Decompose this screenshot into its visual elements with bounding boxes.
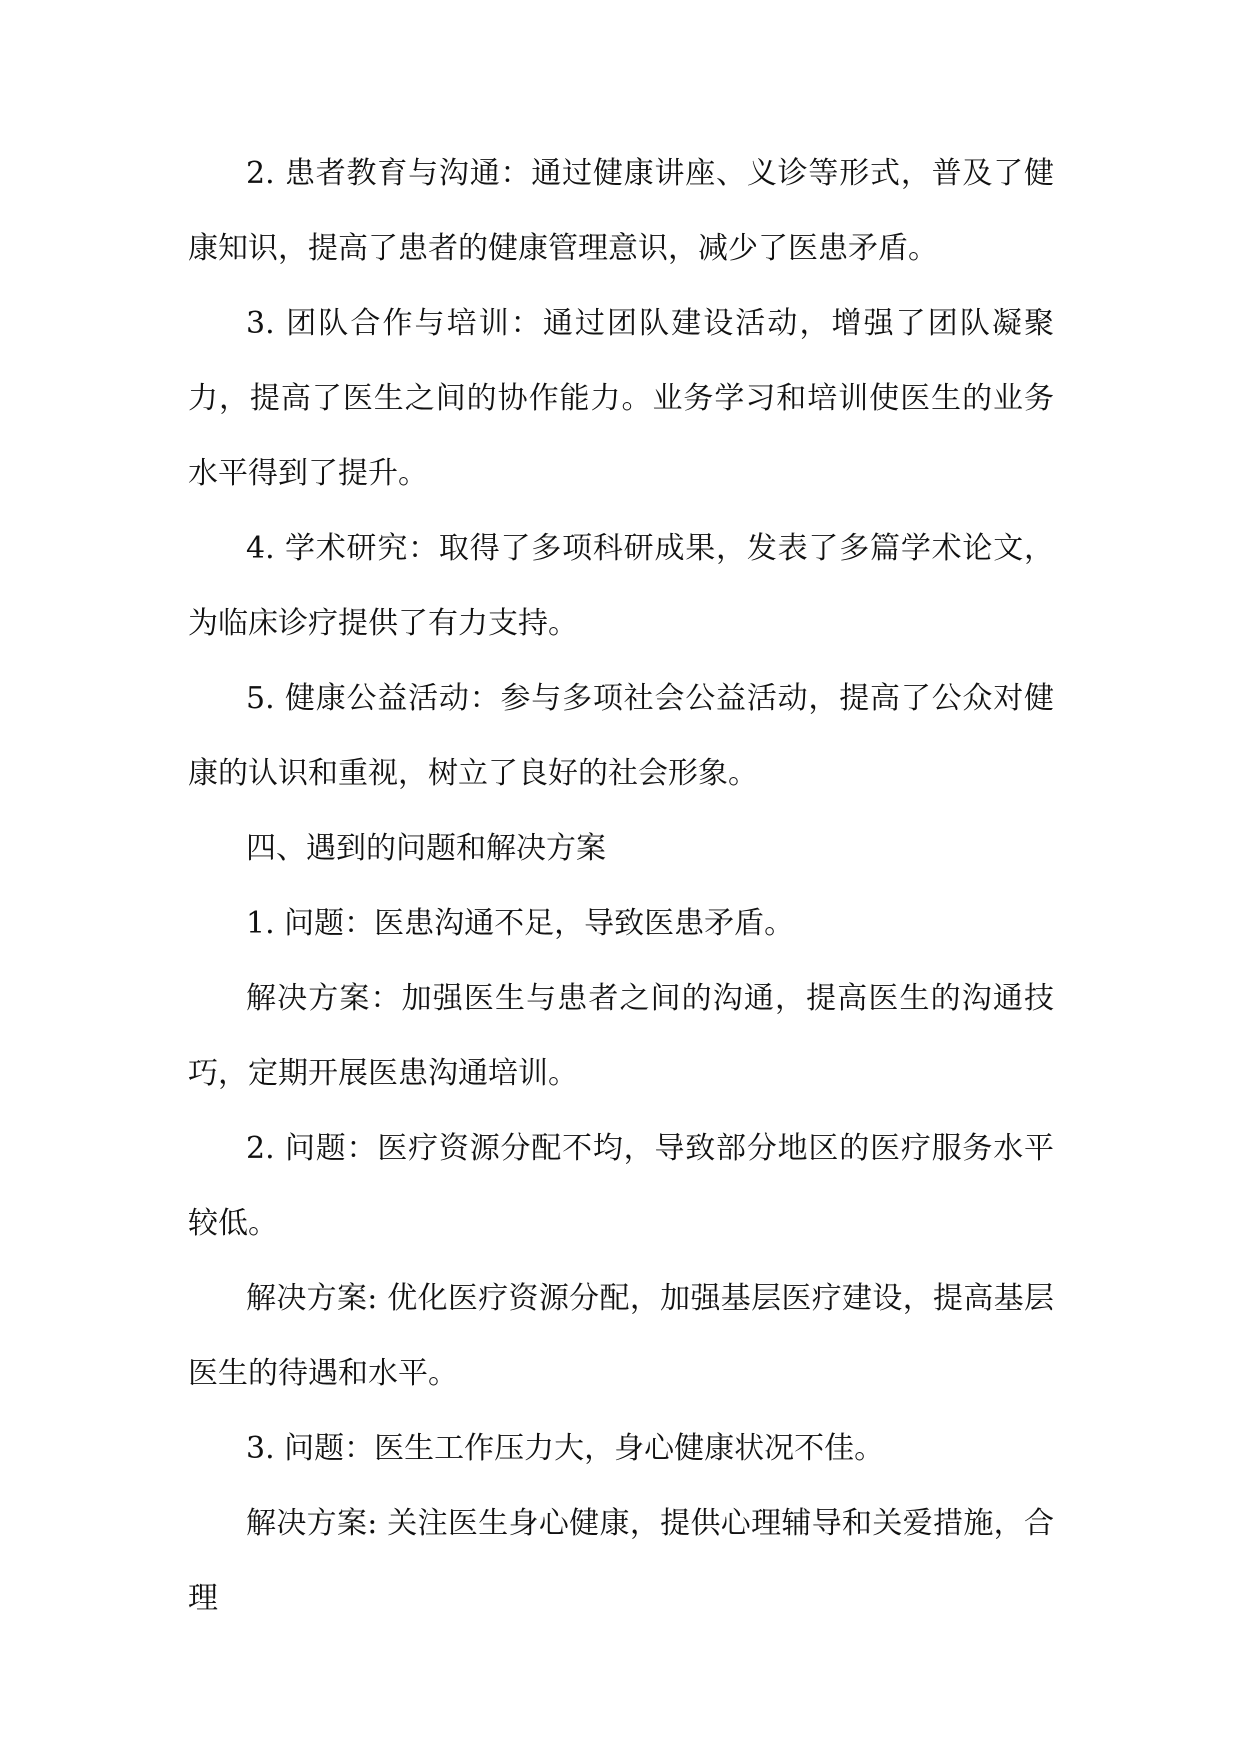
section-heading-problems-solutions: 四、遇到的问题和解决方案: [246, 831, 606, 866]
paragraph-academic-research: 4. 学术研究：取得了多项科研成果，发表了多篇学术论文，为临床诊疗提供了有力支持。: [188, 531, 1054, 641]
paragraph-problem-1: 1. 问题：医患沟通不足，导致医患矛盾。: [246, 906, 795, 941]
paragraph-patient-education: 2. 患者教育与沟通：通过健康讲座、义诊等形式，普及了健康知识，提高了患者的健康管理意识，减少了医患矛盾。: [188, 156, 1054, 266]
paragraph-solution-3: 解决方案: 关注医生身心健康，提供心理辅导和关爱措施，合理: [188, 1506, 1054, 1616]
paragraph-problem-3: 3. 问题：医生工作压力大，身心健康状况不佳。: [246, 1431, 885, 1466]
paragraph-problem-2: 2. 问题：医疗资源分配不均，导致部分地区的医疗服务水平较低。: [188, 1131, 1054, 1241]
paragraph-solution-1: 解决方案：加强医生与患者之间的沟通，提高医生的沟通技巧，定期开展医患沟通培训。: [188, 981, 1054, 1091]
paragraph-solution-2: 解决方案: 优化医疗资源分配，加强基层医疗建设，提高基层医生的待遇和水平。: [188, 1281, 1054, 1391]
paragraph-public-welfare: 5. 健康公益活动：参与多项社会公益活动，提高了公众对健康的认识和重视，树立了良好的社会形象。: [188, 681, 1054, 791]
document-body: [188, 136, 1054, 1636]
paragraph-team-training: 3. 团队合作与培训：通过团队建设活动，增强了团队凝聚力，提高了医生之间的协作能力。业务学习和培训使医生的业务水平得到了提升。: [188, 306, 1054, 491]
